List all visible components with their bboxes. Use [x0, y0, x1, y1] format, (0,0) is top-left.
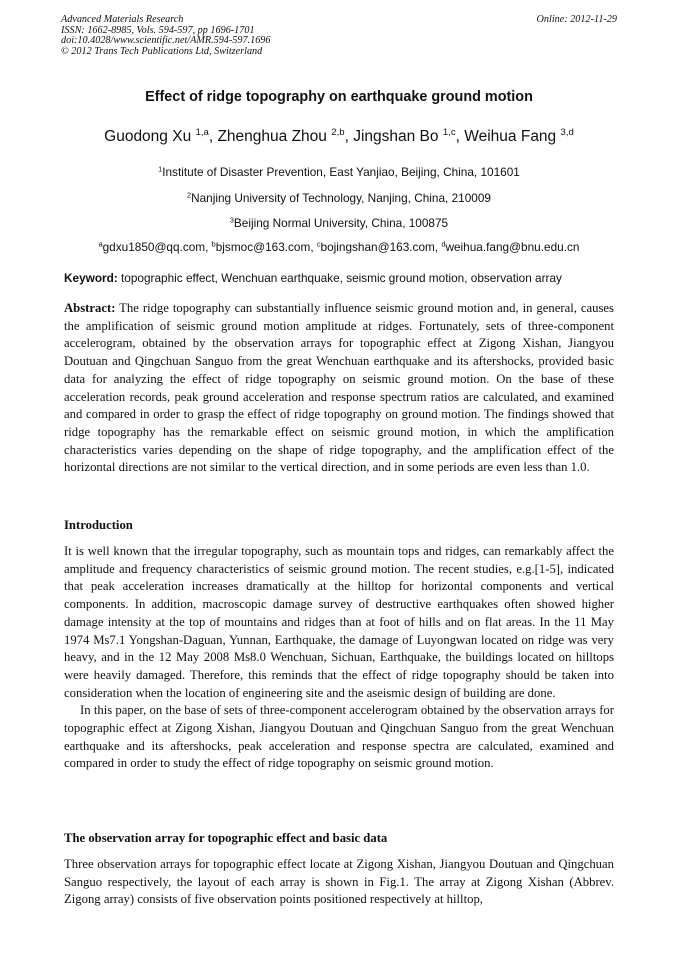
affiliation-text: Institute of Disaster Prevention, East Yanjiao, Beijing, China, 101601: [162, 165, 520, 179]
keywords: [64, 271, 620, 285]
author-name: Weihua Fang: [464, 128, 557, 145]
keywords-label: Keyword:: [64, 271, 118, 285]
author-list: [0, 128, 678, 146]
journal-name: Advanced Materials Research: [61, 14, 184, 25]
affiliation-mark: 3: [229, 215, 234, 225]
journal-issn: ISSN: 1662-8985, Vols. 594-597, pp 1696-1701: [61, 24, 255, 36]
author-emails: [0, 240, 678, 254]
author-affiliation-mark: 2,b: [331, 127, 345, 139]
email-link[interactable]: bojingshan@163.com,: [320, 240, 442, 254]
affiliation-text: Beijing Normal University, China, 100875: [233, 216, 449, 230]
author-affiliation-mark: 3,d: [560, 127, 574, 139]
journal-doi: doi:10.4028/www.scientific.net/AMR.594-597.1696: [61, 35, 271, 47]
email-mark: b: [211, 239, 216, 249]
email-mark: c: [316, 239, 321, 249]
author-name: Jingshan Bo: [353, 128, 439, 145]
affiliation: [0, 216, 678, 230]
email-mark: a: [98, 239, 103, 249]
journal-copyright: © 2012 Trans Tech Publications Ltd, Switzerland: [61, 45, 263, 57]
author: [353, 128, 464, 145]
author: [217, 128, 353, 145]
paragraph: In this paper, on the base of sets of three-component accelerogram obtained by the observation arrays for topographic effect at Zigong Xishan, Jiangyou Doutuan and Qingchuan Sanguo from the great Wenchuan earthquake and its aftershocks, peak acceleration and response spectra are calculated, examined and compared in order to study the effect of ridge topography on seismic ground motion.: [64, 703, 614, 771]
author-affiliation-mark: 1,a: [195, 127, 209, 139]
email-mark: d: [441, 239, 446, 249]
keywords-text: topographic effect, Wenchuan earthquake, seismic ground motion, observation array: [117, 271, 562, 285]
author-name: Guodong Xu: [104, 128, 192, 145]
affiliation: [0, 191, 678, 205]
online-date: Online: 2012-11-29: [536, 14, 617, 25]
abstract-label: Abstract:: [64, 301, 116, 315]
affiliation-mark: 1: [158, 164, 163, 174]
email-link[interactable]: weihua.fang@bnu.edu.cn: [445, 240, 580, 254]
affiliation-text: Nanjing University of Technology, Nanjing, China, 210009: [191, 191, 491, 205]
paragraph: It is well known that the irregular topography, such as mountain tops and ridges, can remarkably affect the amplitude and frequency characteristics of seismic ground motion. The recent studies, e.g.[1-5], indicated that peak acceleration increases dramatically at the hilltop for horizontal components and vertical components. In addition, macroscopic damage survey of destructive earthquakes often showed higher damage intensity at the top of mountains and ridges than at foot of hills and on flat areas. In the 11 May 1974 Ms7.1 Yongshan-Daguan, Yunnan, Earthquake, the damage of Luyongwan located on ridge was very heavy, and in the 12 May 2008 Ms8.0 Wenchuan, Sichuan, Earthquake, the buildings located on hilltops were heavily damaged. Therefore, this reminds that the effect of ridge topography should be taken into consideration when the location of engineering site and the aseismic design of building are done.: [64, 544, 614, 700]
email-link[interactable]: gdxu1850@qq.com,: [102, 240, 212, 254]
abstract: [64, 300, 614, 477]
author-separator: ,: [455, 128, 465, 145]
author-separator: ,: [208, 128, 218, 145]
section-heading-observation-array: The observation array for topographic effect and basic data: [64, 831, 388, 845]
author-name: Zhenghua Zhou: [217, 128, 327, 145]
section2-body: [64, 856, 614, 909]
paragraph: Three observation arrays for topographic effect locate at Zigong Xishan, Jiangyou Doutuan and Qingchuan Sanguo respectively, the layout of each array is shown in Fig.1. The array at Zigong Xishan (Abbrev. Zigong array) consists of five observation points positioned respectively at hilltop,: [64, 857, 614, 907]
author-separator: ,: [344, 128, 354, 145]
email-link[interactable]: bjsmoc@163.com,: [215, 240, 317, 254]
author: [104, 128, 217, 145]
author: [464, 128, 574, 145]
section-heading-introduction: Introduction: [64, 518, 133, 532]
paper-title: Effect of ridge topography on earthquake ground motion: [145, 89, 533, 105]
journal-header: [61, 15, 617, 57]
abstract-text: The ridge topography can substantially influence seismic ground motion and, in general, causes the amplification of seismic ground motion amplitude at ridges. Fortunately, sets of three-component accelerogram, obtained by the observation arrays for topographic effect at Zigong Xishan, Jiangyou Doutuan and Qingchuan Sanguo from the great Wenchuan earthquake and its aftershocks, provided basic data for analyzing the effect of ridge topography on seismic ground motion. On the base of these acceleration records, peak ground acceleration and response spectrum ratios are calculated, and examined and compared in order to grasp the effect of ridge topography on ground motion. The findings showed that ridge topography has the remarkable effect on seismic ground motion, in which the amplification characteristics varies depending on the shape of ridge topography, and the amplification effect of the horizontal directions are not similar to the vertical direction, and in some periods are even less than 1.0.: [64, 301, 614, 475]
introduction-body: [64, 543, 614, 773]
author-affiliation-mark: 1,c: [442, 127, 456, 139]
affiliation: [0, 165, 678, 179]
affiliation-mark: 2: [187, 190, 192, 200]
